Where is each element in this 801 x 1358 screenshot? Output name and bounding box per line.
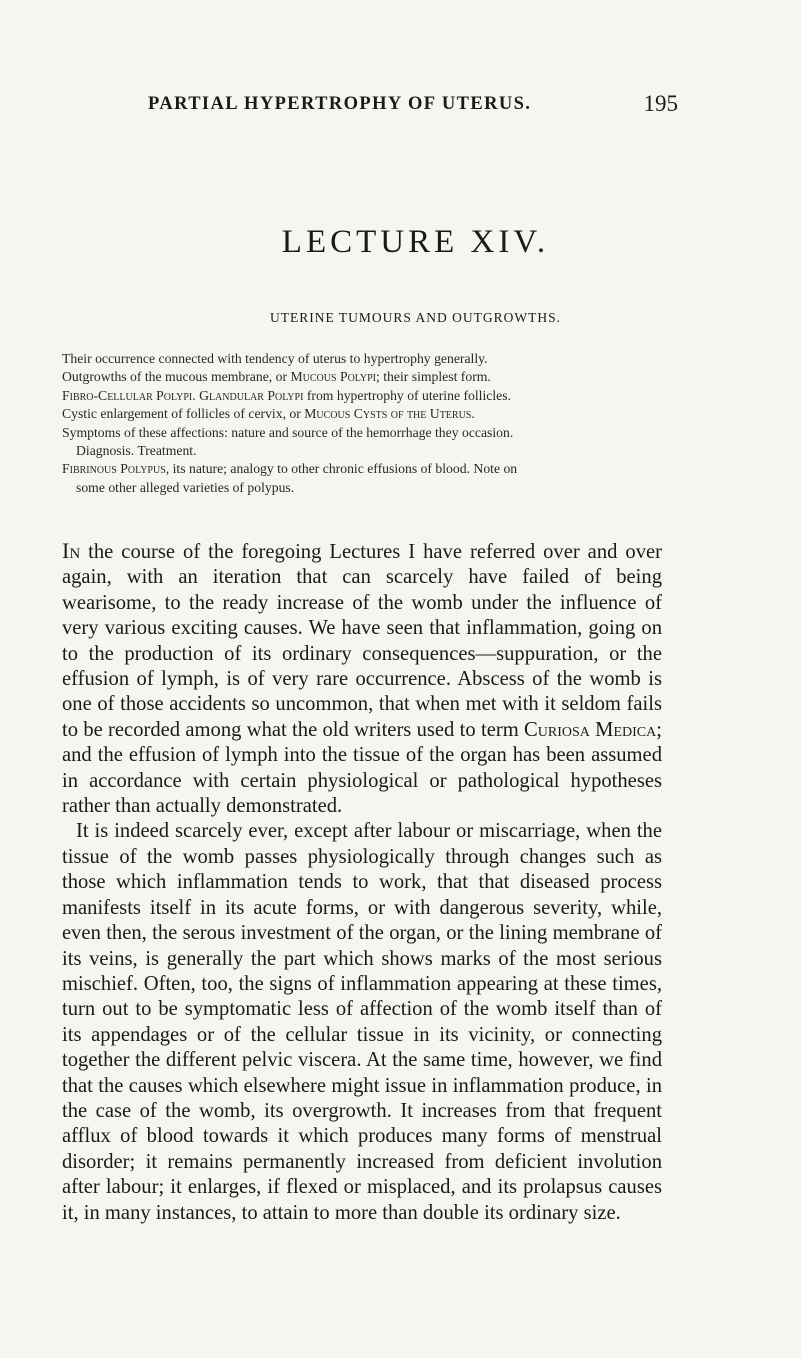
lecture-title: LECTURE XIV. xyxy=(281,224,550,260)
page-number: 195 xyxy=(643,91,678,116)
chapter-summary xyxy=(62,350,662,497)
running-title: PARTIAL HYPERTROPHY OF UTERUS. xyxy=(148,94,532,114)
running-header xyxy=(148,91,678,122)
paragraph-2: It is indeed scarcely ever, except after labour or miscarriage, when the tissue of the womb passes physiologically through changes such as those which inflammation tends to work, that that diseased process manifests itself in its acute forms, or with dangerous severity, while, even then, the serous investment of the organ, or the lining membrane of its veins, is generally the part which shows marks of the most serious mischief. Often, too, the signs of inflammation appearing at these times, turn out to be symptomatic less of affection of the womb itself than of its appendages or of the cellular tissue in its vicinity, or connecting together the different pelvic viscera. At the same time, however, we find that the causes which elsewhere might issue in inflammation produce, in the case of the womb, its overgrowth. It increases from that frequent afflux of blood towards it which produces many forms of menstrual disorder; it remains permanently increased from deficient involution after labour; it enlarges, if flexed or misplaced, and its prolapsus causes it, in many instances, to attain to more than double its ordinary size. xyxy=(62,820,662,1224)
summary-line: Symptoms of these affections: nature and source of the hemorrhage they occasion. xyxy=(62,424,514,440)
lecture-subtitle: UTERINE TUMOURS AND OUTGROWTHS. xyxy=(269,310,561,325)
summary-line: Their occurrence connected with tendency of uterus to hypertrophy generally. xyxy=(62,351,488,366)
summary-line: some other alleged varieties of polypus. xyxy=(76,479,295,495)
summary-line: Diagnosis. Treatment. xyxy=(76,443,197,459)
summary-line: Fibro-Cellular Polypi. Glandular Polypi from hypertrophy of uterine follicles. xyxy=(62,387,511,403)
paragraph-1: In the course of the foregoing Lectures I have referred over and over again, with an iteration that can scarcely have failed of being wearisome, to the ready increase of the womb under the influence of very various exciting causes. We have seen that inflammation, going on to the production of its ordinary consequences—suppuration, or the effusion of lymph, is of very rare occurrence. Abscess of the womb is one of those accidents so uncommon, that when met with it seldom fails to be recorded among what the old writers used to term Curiosa Medica; and the effusion of lymph into the tissue of the organ has been assumed in accordance with certain physiological or pathological hypotheses rather than actually demonstrated. xyxy=(62,538,662,818)
summary-line: Outgrowths of the mucous membrane, or Mucous Polypi; their simplest form. xyxy=(62,369,491,385)
summary-line: Cystic enlargement of follicles of cervix, or Mucous Cysts of the Uterus. xyxy=(62,406,475,422)
summary-line: Fibrinous Polypus, its nature; analogy to other chronic effusions of blood. Note on xyxy=(62,461,518,477)
body-text xyxy=(62,538,662,1226)
lead-word: In xyxy=(62,538,81,563)
